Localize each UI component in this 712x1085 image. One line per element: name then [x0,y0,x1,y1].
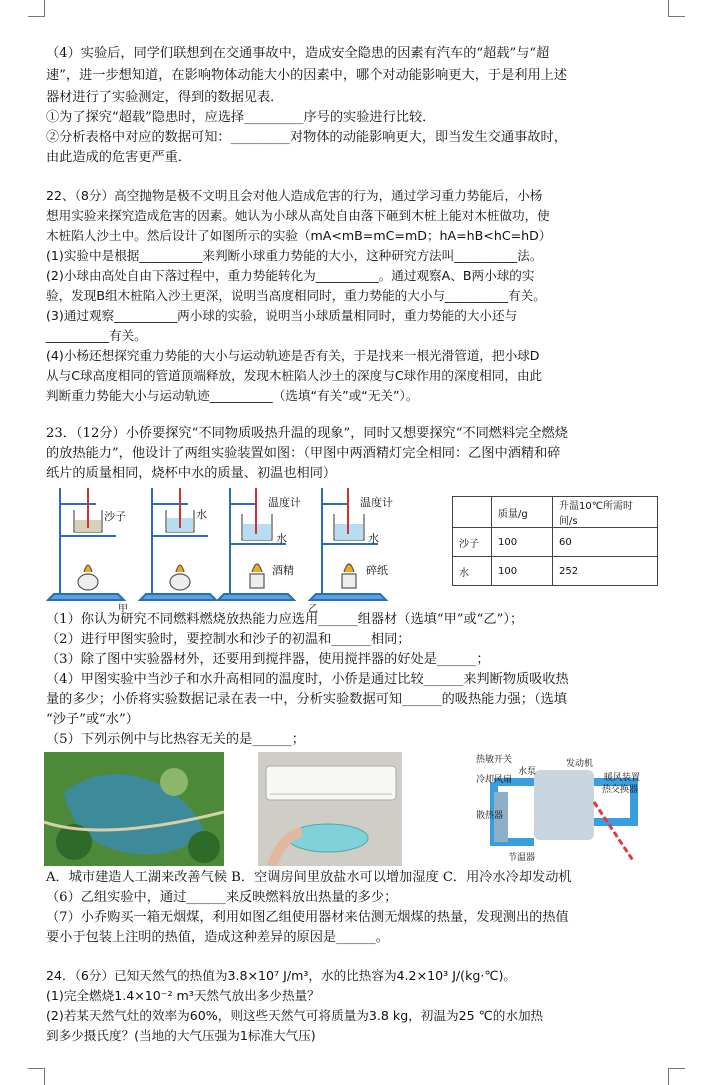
label-thermometer: 温度计 [268,496,301,509]
text-line: 到多少摄氏度？(当地的大气压强为1标准大气压) [46,1028,316,1043]
label-exchanger: 热交换器 [602,785,639,795]
text-line: 量的多少；小侨将实验数据记录在表一中，分析实验数据可知______的吸热能力强；（选填 [46,692,567,707]
text-line: (2)小球由高处自由下落过程中，重力势能转化为__________。通过观察A、B两小球的实 [46,268,535,283]
label-alcohol: 酒精 [272,564,294,577]
text-line: 的放热能力”，他设计了两组实验装置如图：（甲图中两酒精灯完全相同：乙图中酒精和碎 [46,446,561,461]
table-header: 质量/g [492,497,553,528]
air-conditioner-photo [258,752,402,866]
text-line: (1)实验中是根据__________来判断小球重力势能的大小，这种研究方法叫__________法。 [46,248,543,263]
text-line: 验，发现B组木桩陷入沙土更深，说明当高度相同时，重力势能的大小与__________有关。 [46,288,546,303]
label-paper: 碎纸 [366,564,388,577]
text-line: （4）实验后，同学们联想到在交通事故中，造成安全隐患的因素有汽车的“超载”与“超 [46,46,550,61]
table-cell: 60 [553,528,658,557]
text-line: （1）你认为研究不同燃料燃烧放热能力应选用______组器材（选填“甲”或“乙”）； [46,612,524,627]
text-line: 器材进行了实验测定，得到的数据见表． [46,90,284,105]
text-line: （5）下列示例中与比热容无关的是______； [46,732,305,747]
label-thermo-switch: 热敏开关 [476,755,513,765]
question-24: 24．（6分）已知天然气的热值为3.8×10⁷ J/m³，水的比热容为4.2×10³ J/(kg·℃)。 [46,968,517,983]
text-line: （6）乙组实验中，通过______来反映燃料放出热量的多少； [46,890,398,905]
text-line: （4）甲图实验中当沙子和水升高相同的温度时，小侨是通过比较______来判断物质吸收热 [46,672,569,687]
text-line: 要小于包装上注明的热值，造成这种差异的原因是______。 [46,930,389,945]
text-line: 从与C球高度相同的管道顶端释放，发现木桩陷人沙土的深度与C球作用的深度相同，由此 [46,368,543,383]
label-water: 水 [196,508,207,521]
text-line: （3）除了图中实验器材外，还要用到搅拌器，使用搅拌器的好处是______； [46,652,490,667]
label-sand: 沙子 [104,510,126,523]
lake-photo [44,752,224,866]
crop-mark-top-left [28,0,45,17]
apparatus-figure [46,484,438,614]
label-thermometer: 温度计 [360,496,393,509]
table-cell: 100 [492,557,553,586]
label-water: 水 [368,532,379,545]
text-line: 判断重力势能大小与运动轨迹__________（选填“有关”或“无关”）。 [46,388,419,403]
label-pump: 水泵 [518,767,537,777]
crop-mark-top-right [668,0,685,17]
text-line: __________有关。 [46,328,147,343]
table-cell: 252 [553,557,658,586]
text-line: 速”，进一步想知道，在影响物体动能大小的因素中，哪个对动能影响更大，于是利用上述 [46,68,568,83]
table-header-row [453,497,658,528]
label-jia: 甲 [118,604,128,614]
engine-cooling-diagram [474,752,654,866]
table-cell: 水 [453,557,492,586]
label-radiator: 散热器 [476,811,504,821]
table-cell: 沙子 [453,528,492,557]
question-23: 23．（12分）小侨要探究“不同物质吸热升温的现象”，同时又想要探究“不同燃料完全燃烧 [46,426,568,441]
table-row [453,557,658,586]
text-line: 想用实验来探究造成危害的因素。她认为小球从高处自由落下砸到木桩上能对木桩做功，使 [46,208,550,223]
question-22: 22、（8分）高空抛物是极不文明且会对他人造成危害的行为，通过学习重力势能后，小杨 [46,188,543,203]
text-line: 纸片的质量相同，烧杯中水的质量、初温也相同） [46,466,337,481]
table-header: 升温10℃所需时间/s [553,497,658,528]
table-cell: 100 [492,528,553,557]
table-header [453,497,492,528]
text-line: (2)若某天然气灶的效率为60%，则这些天然气可将质量为3.8 kg，初温为25 ℃的水加热 [46,1008,544,1023]
label-fan: 冷却风扇 [476,775,513,785]
text-line: “沙子”或“水”） [46,712,139,727]
text-line: (4)小杨还想探究重力势能的大小与运动轨迹是否有关，于是找来一根光滑管道，把小球D [46,348,540,363]
text-line: ①为了探究“超载”隐患时，应选择_________序号的实验进行比较． [46,110,436,125]
table-row [453,528,658,557]
label-heater: 暖风装置 [604,773,641,783]
text-line: (3)通过观察__________两小球的实验，说明当小球质量相同时，重力势能的大小还与 [46,308,518,323]
crop-mark-bottom-right [668,1068,685,1085]
text-line: （2）进行甲图实验时，要控制水和沙子的初温和______相同； [46,632,411,647]
label-thermostat: 节温器 [508,853,536,863]
text-line: (1)完全燃烧1.4×10⁻² m³天然气放出多少热量？ [46,988,320,1003]
label-engine: 发动机 [566,759,594,769]
text-line: A．城市建造人工湖来改善气候 B．空调房间里放盐水可以增加湿度 C．用冷水冷却发动机 [46,870,572,885]
label-yi: 乙 [308,604,318,614]
text-line: 木桩陷人沙土中。然后设计了如图所示的实验（mA<mB=mC=mD；hA=hB<hC=hD） [46,228,552,243]
text-line: ②分析表格中对应的数据可知：_________对物体的动能影响更大，即当发生交通事故时， [46,130,567,145]
data-table [452,496,658,586]
text-line: 由此造成的危害更严重． [46,150,192,165]
label-water: 水 [276,532,287,545]
text-line: （7）小乔购买一箱无烟煤，利用如图乙组使用器材来估测无烟煤的热量，发现测出的热值 [46,910,569,925]
crop-mark-bottom-left [28,1068,45,1085]
